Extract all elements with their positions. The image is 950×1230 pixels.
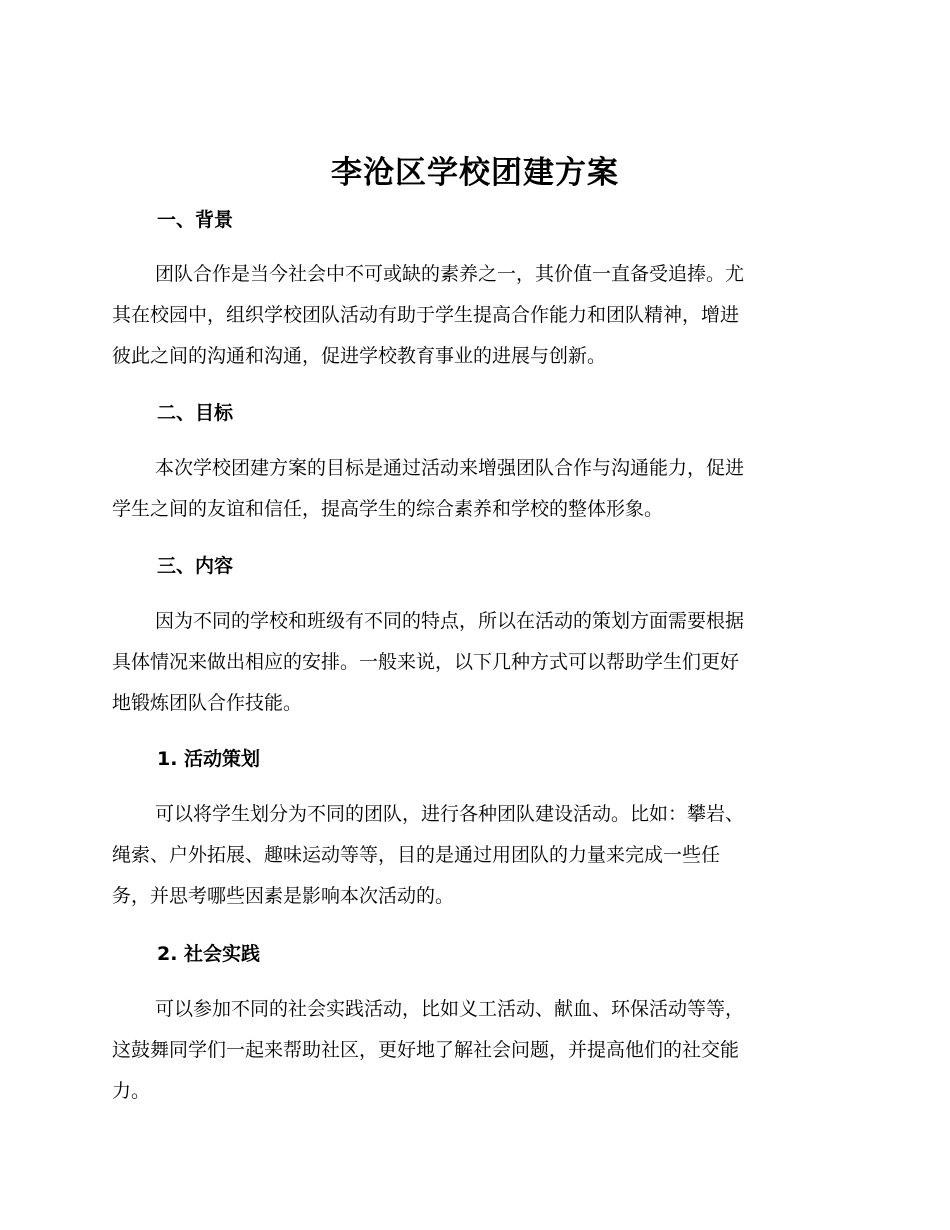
section-paragraph-content (112, 601, 832, 724)
section-paragraph-goal (112, 448, 832, 530)
paragraph-line: 学生之间的友谊和信任，提高学生的综合素养和学校的整体形象。 (112, 498, 664, 520)
paragraph-line: 因为不同的学校和班级有不同的特点，所以在活动的策划方面需要根据 (155, 610, 745, 632)
paragraph-line: 本次学校团建方案的目标是通过活动来增强团队合作与沟通能力，促进 (155, 457, 745, 479)
paragraph-line: 团队合作是当今社会中不可或缺的素养之一，其价值一直备受追捧。尤 (155, 263, 745, 285)
section-paragraph-background (112, 254, 832, 377)
paragraph-line: 可以参加不同的社会实践活动，比如义工活动、献血、环保活动等等， (155, 998, 745, 1020)
section-heading-content: 三、内容 (157, 555, 234, 577)
paragraph-line: 绳索、户外拓展、趣味运动等等，目的是通过用团队的力量来完成一些任 (112, 844, 721, 866)
paragraph-line: 地锻炼团队合作技能。 (112, 692, 303, 714)
subsection-paragraph-activity-planning (112, 794, 832, 917)
subsection-paragraph-social-practice (112, 989, 832, 1112)
page-title: 李沧区学校团建方案 (331, 155, 619, 191)
paragraph-line: 这鼓舞同学们一起来帮助社区，更好地了解社会问题，并提高他们的社交能 (112, 1039, 740, 1061)
paragraph-line: 彼此之间的沟通和沟通，促进学校教育事业的进展与创新。 (112, 345, 607, 367)
paragraph-line: 可以将学生划分为不同的团队，进行各种团队建设活动。比如：攀岩、 (155, 803, 745, 825)
section-heading-background: 一、背景 (157, 209, 234, 231)
paragraph-line: 务，并思考哪些因素是影响本次活动的。 (112, 885, 455, 907)
paragraph-line: 力。 (112, 1080, 151, 1102)
paragraph-line: 具体情况来做出相应的安排。一般来说，以下几种方式可以帮助学生们更好 (112, 651, 740, 673)
paragraph-line: 其在校园中，组织学校团队活动有助于学生提高合作能力和团队精神，增进 (112, 304, 740, 326)
section-heading-goal: 二、目标 (157, 402, 234, 424)
subsection-heading-social-practice: 2. 社会实践 (157, 943, 261, 965)
subsection-heading-activity-planning: 1. 活动策划 (157, 748, 261, 770)
